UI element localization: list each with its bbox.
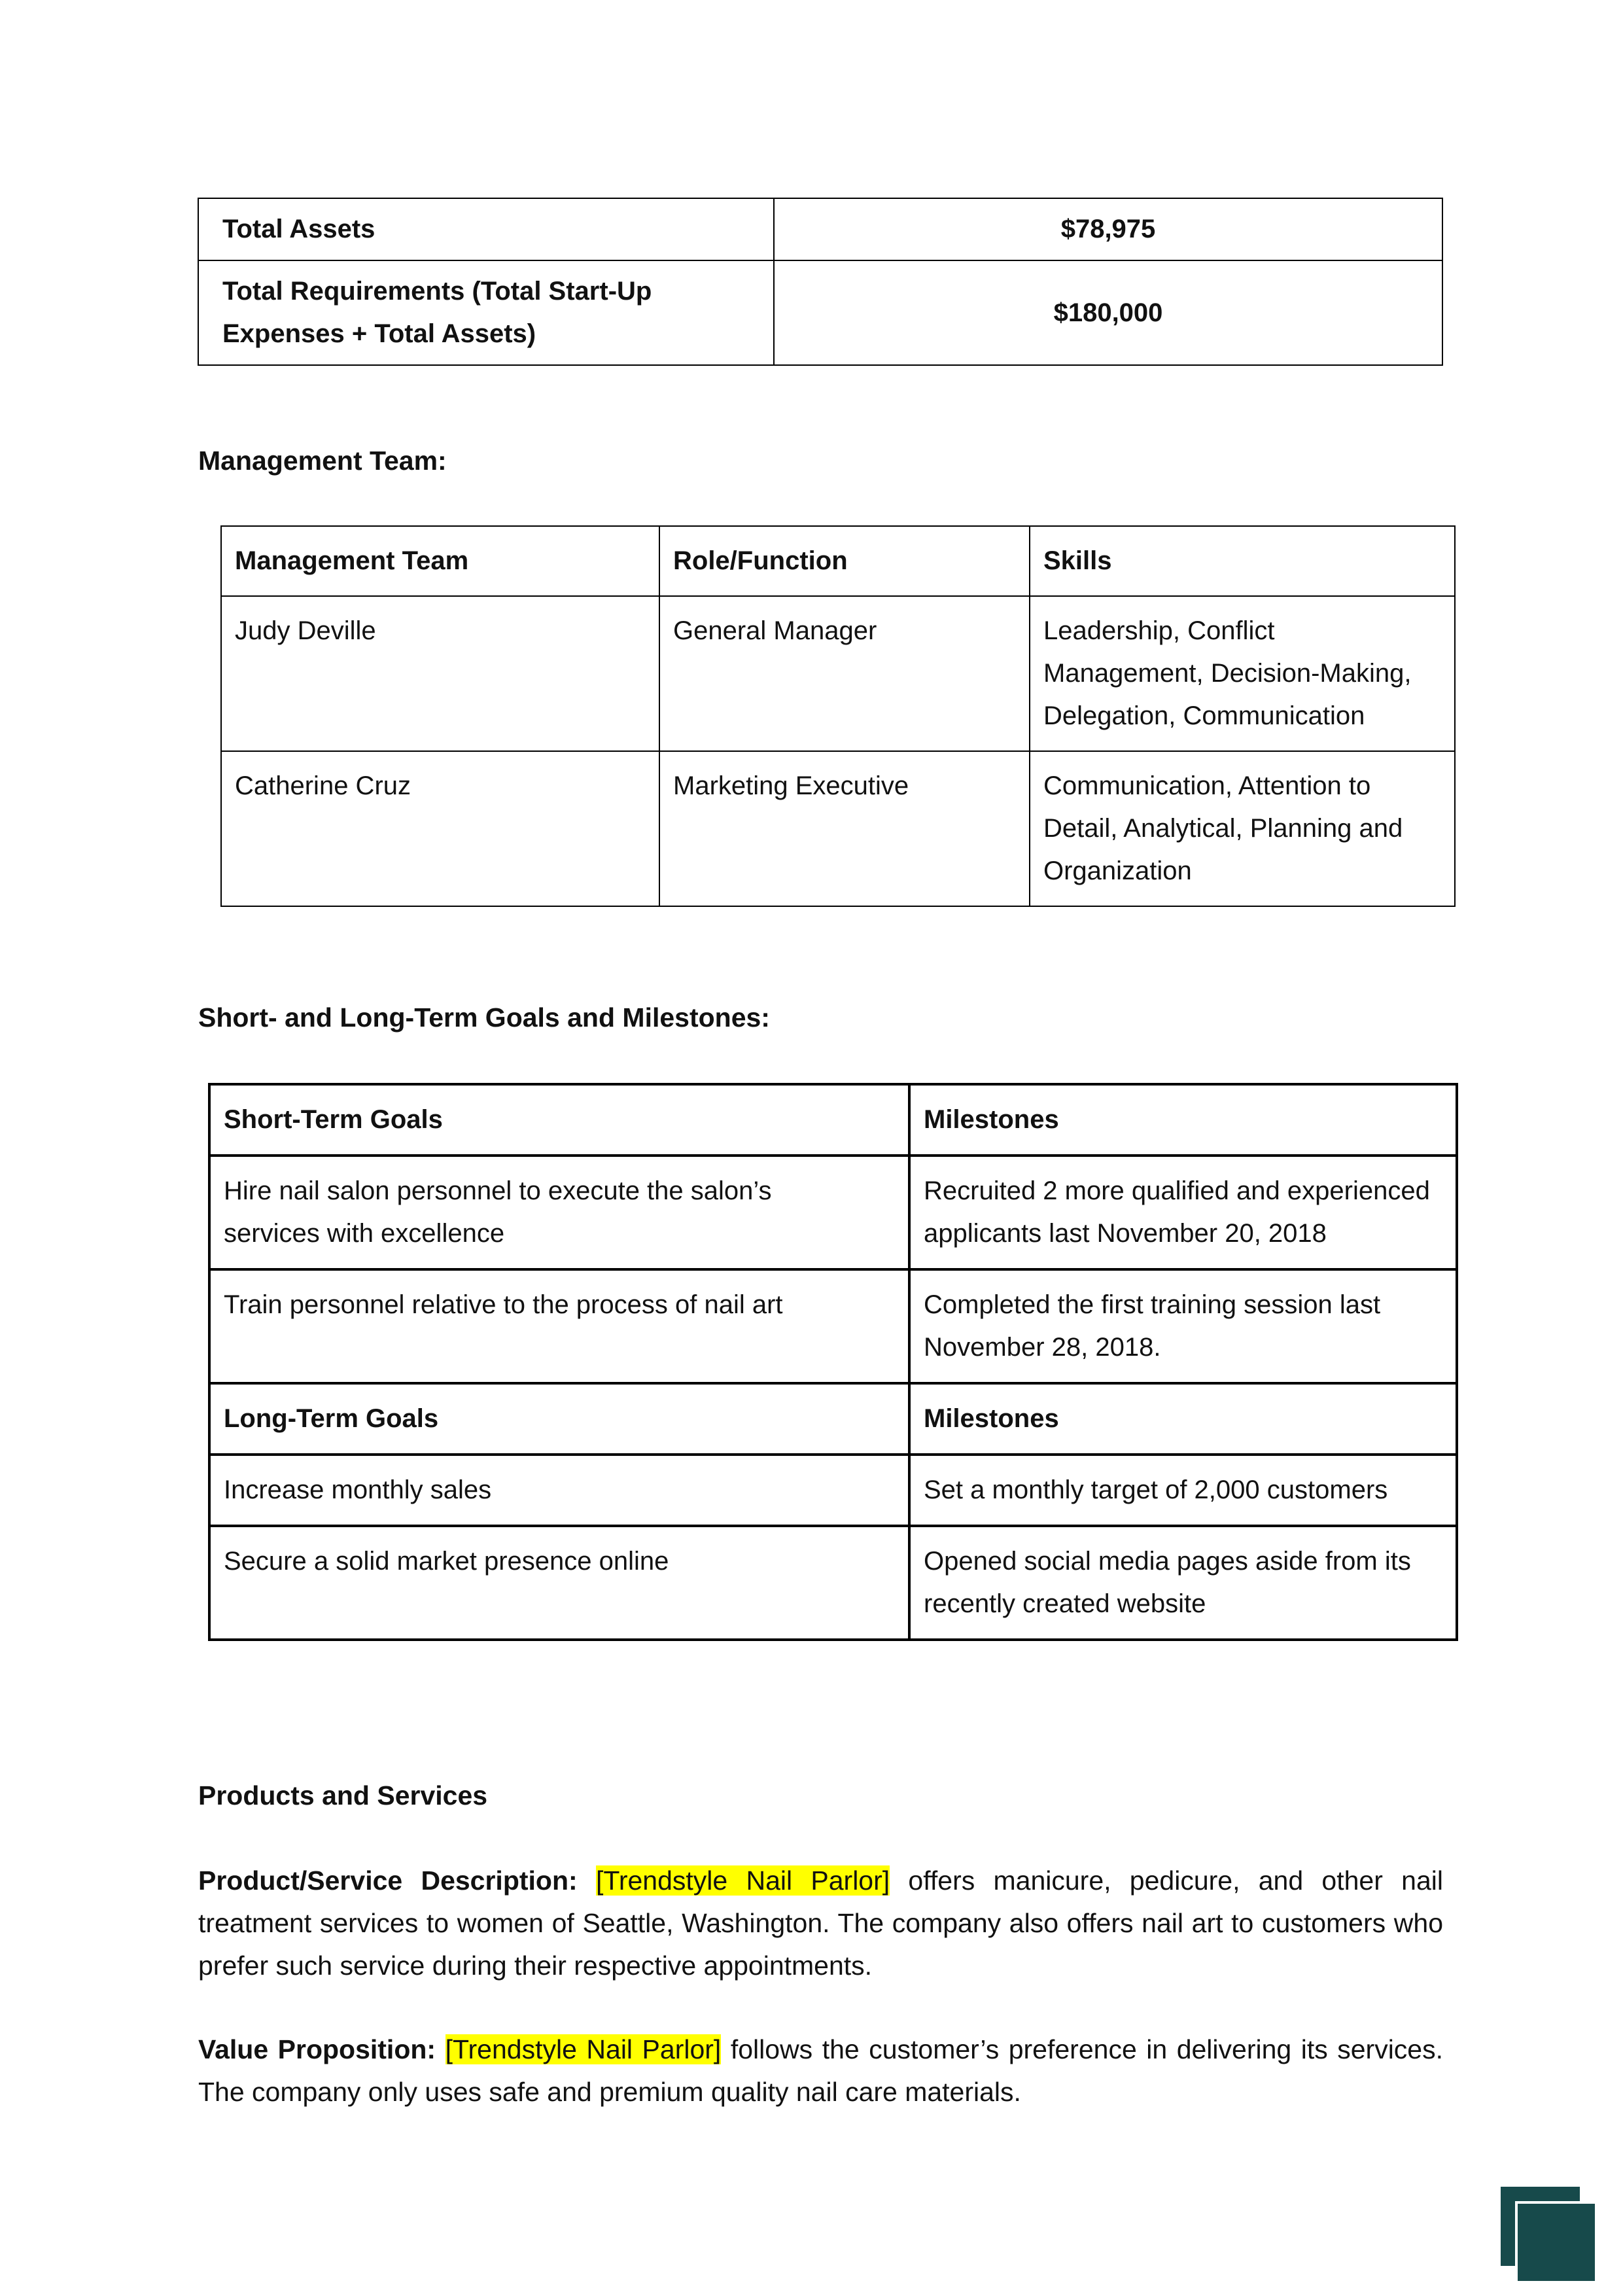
column-header: Management Team — [221, 526, 659, 596]
table-row — [221, 751, 1455, 906]
milestone-cell: Completed the first training session last November 28, 2018. — [909, 1269, 1457, 1383]
goals-heading: Short- and Long-Term Goals and Milestones: — [198, 1002, 770, 1033]
team-member-skills: Communication, Attention to Detail, Analytical, Planning and Organization — [1030, 751, 1455, 906]
product-description-text: offers manicure, pedicure, and other nail treatment services to women of Seattle, Washington. The company also offers nail art to customers who prefer such service during their respective appointments. — [198, 1865, 1443, 1981]
table-row — [209, 1156, 1457, 1269]
team-member-name: Judy Deville — [221, 596, 659, 751]
team-member-role: Marketing Executive — [659, 751, 1030, 906]
table-header-row — [209, 1084, 1457, 1156]
milestones-header: Milestones — [909, 1383, 1457, 1455]
product-description-paragraph — [198, 1860, 1443, 1987]
goal-cell: Increase monthly sales — [209, 1455, 909, 1526]
milestone-cell: Recruited 2 more qualified and experienced applicants last November 20, 2018 — [909, 1156, 1457, 1269]
total-requirements-label: Total Requirements (Total Start-Up Expenses + Total Assets) — [198, 260, 774, 365]
goals-table — [208, 1083, 1458, 1641]
table-row — [198, 198, 1442, 260]
total-assets-value: $78,975 — [774, 198, 1442, 260]
product-description-label: Product/Service Description: — [198, 1865, 578, 1896]
value-proposition-paragraph — [198, 2028, 1443, 2113]
company-name-placeholder[interactable]: [Trendstyle Nail Parlor] — [595, 1865, 890, 1896]
goal-cell: Hire nail salon personnel to execute the salon’s services with excellence — [209, 1156, 909, 1269]
total-requirements-value: $180,000 — [774, 260, 1442, 365]
table-row — [209, 1269, 1457, 1383]
table-row — [209, 1455, 1457, 1526]
goal-cell: Train personnel relative to the process of nail art — [209, 1269, 909, 1383]
total-assets-label: Total Assets — [198, 198, 774, 260]
company-name-placeholder[interactable]: [Trendstyle Nail Parlor] — [445, 2034, 722, 2064]
table-row — [209, 1526, 1457, 1640]
long-term-goals-header: Long-Term Goals — [209, 1383, 909, 1455]
table-row — [198, 260, 1442, 365]
column-header: Role/Function — [659, 526, 1030, 596]
milestone-cell: Opened social media pages aside from its recently created website — [909, 1526, 1457, 1640]
column-header: Skills — [1030, 526, 1455, 596]
brand-logo-icon — [1501, 2187, 1595, 2281]
products-heading: Products and Services — [198, 1780, 488, 1810]
team-member-role: General Manager — [659, 596, 1030, 751]
short-term-goals-header: Short-Term Goals — [209, 1084, 909, 1156]
management-heading: Management Team: — [198, 446, 447, 476]
management-table — [220, 525, 1456, 907]
value-proposition-label: Value Proposition: — [198, 2034, 436, 2064]
table-header-row — [209, 1383, 1457, 1455]
table-row — [221, 596, 1455, 751]
goal-cell: Secure a solid market presence online — [209, 1526, 909, 1640]
team-member-skills: Leadership, Conflict Management, Decision-Making, Delegation, Communication — [1030, 596, 1455, 751]
team-member-name: Catherine Cruz — [221, 751, 659, 906]
milestones-header: Milestones — [909, 1084, 1457, 1156]
milestone-cell: Set a monthly target of 2,000 customers — [909, 1455, 1457, 1526]
table-header-row — [221, 526, 1455, 596]
assets-table — [198, 198, 1443, 366]
value-proposition-text: follows the customer’s preference in delivering its services. The company only uses safe and premium quality nail care materials. — [198, 2034, 1443, 2107]
